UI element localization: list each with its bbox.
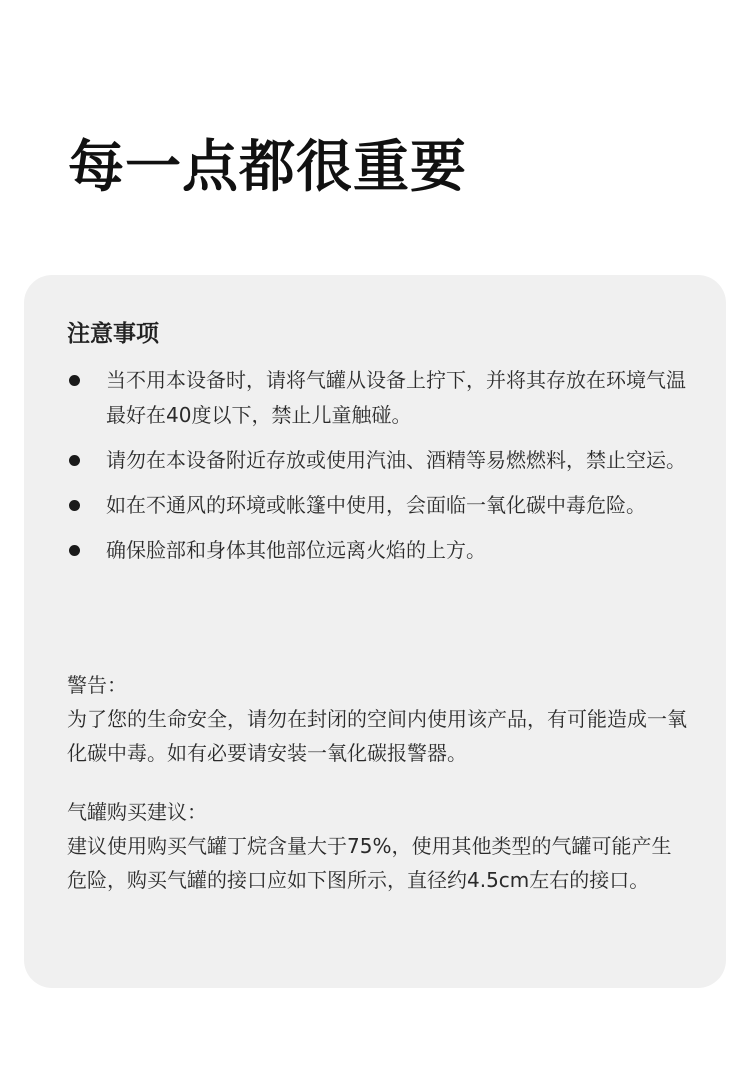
warning-text: 为了您的生命安全，请勿在封闭的空间内使用该产品，有可能造成一氧化碳中毒。如有必要请安装一氧化碳报警器。	[67, 707, 687, 765]
list-item	[67, 443, 687, 478]
list-item-text: 当不用本设备时，请将气罐从设备上拧下，并将其存放在环境气温最好在40度以下，禁止儿童触碰。	[106, 368, 686, 427]
section-heading: 注意事项	[67, 321, 159, 347]
list-item-text: 确保脸部和身体其他部位远离火焰的上方。	[106, 538, 486, 562]
bullet-icon	[69, 545, 80, 556]
bullet-icon	[69, 375, 80, 386]
warning-block	[67, 668, 687, 770]
page-title: 每一点都很重要	[68, 135, 467, 200]
list-item-text: 请勿在本设备附近存放或使用汽油、酒精等易燃燃料，禁止空运。	[106, 448, 686, 472]
notice-list	[67, 363, 687, 578]
list-item-text: 如在不通风的环境或帐篷中使用，会面临一氧化碳中毒危险。	[106, 493, 646, 517]
notice-card	[24, 275, 726, 988]
purchase-advice-text: 建议使用购买气罐丁烷含量大于75%，使用其他类型的气罐可能产生危险，购买气罐的接口应如下图所示，直径约4.5cm左右的接口。	[67, 834, 672, 892]
bullet-icon	[69, 500, 80, 511]
purchase-advice-block	[67, 795, 687, 897]
list-item	[67, 533, 687, 568]
warning-label: 警告：	[67, 673, 127, 697]
list-item	[67, 488, 687, 523]
list-item	[67, 363, 687, 433]
bullet-icon	[69, 455, 80, 466]
purchase-advice-label: 气罐购买建议：	[67, 800, 207, 824]
